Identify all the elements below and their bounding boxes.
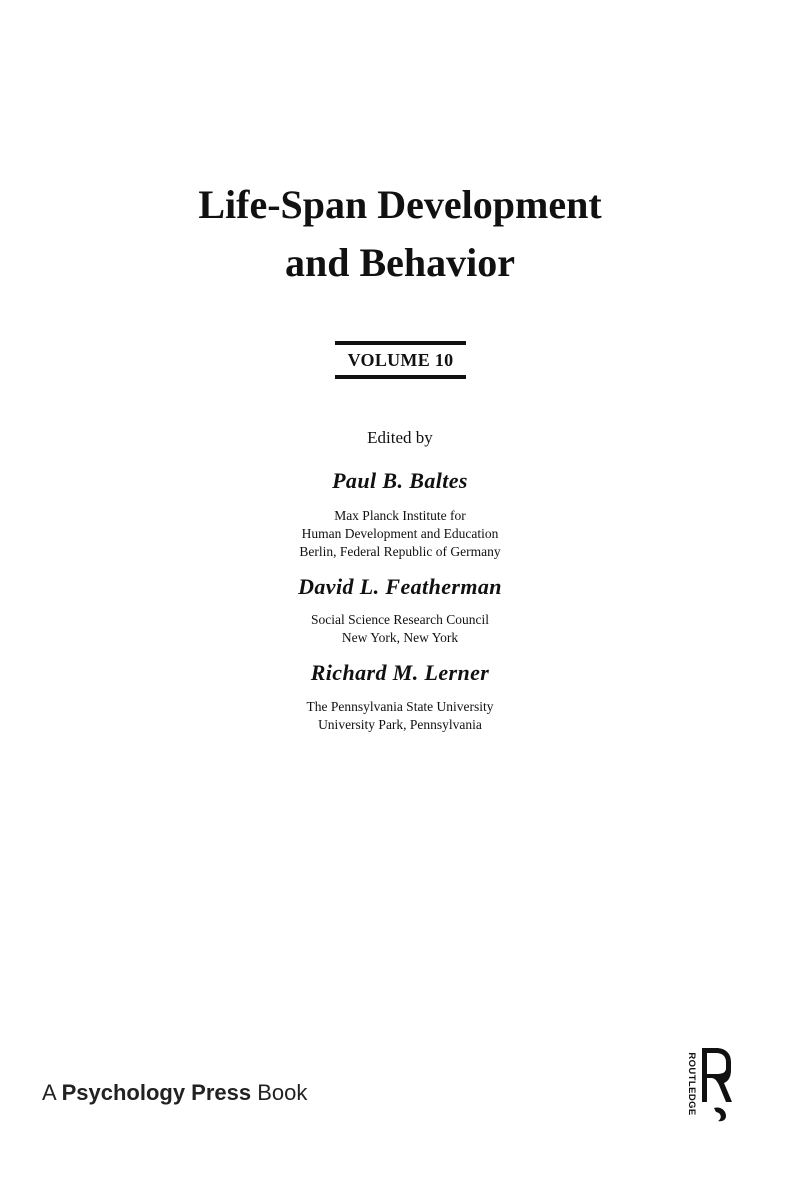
editor-affiliation: [0, 611, 785, 647]
editor-name: David L. Featherman: [298, 574, 502, 599]
book-title-line-2: and Behavior: [284, 240, 516, 285]
volume-box: [335, 341, 466, 379]
affiliation-line: Berlin, Federal Republic of Germany: [299, 544, 501, 559]
editor-name: Paul B. Baltes: [332, 468, 468, 493]
affiliation-line: Human Development and Education: [301, 526, 499, 541]
editor-name: Richard M. Lerner: [310, 660, 490, 685]
affiliation-line: Social Science Research Council: [310, 612, 490, 627]
edited-by-label: Edited by: [367, 428, 433, 447]
publisher-suffix: Book: [251, 1080, 308, 1105]
svg-text:ROUTLEDGE: ROUTLEDGE: [686, 1052, 697, 1116]
affiliation-line: University Park, Pennsylvania: [318, 717, 482, 732]
affiliation-line: Max Planck Institute for: [334, 508, 466, 523]
publisher-brand: Psychology Press: [61, 1080, 252, 1105]
book-title-line-1: Life-Span Development: [198, 182, 602, 227]
volume-label: VOLUME 10: [347, 349, 454, 370]
publisher-prefix: A: [42, 1080, 62, 1105]
routledge-logo-icon: [676, 1044, 736, 1124]
affiliation-line: New York, New York: [341, 630, 459, 645]
affiliation-line: The Pennsylvania State University: [306, 699, 494, 714]
editor-affiliation: [0, 698, 785, 734]
publisher-line: [42, 1080, 307, 1106]
editor-affiliation: [0, 507, 785, 561]
